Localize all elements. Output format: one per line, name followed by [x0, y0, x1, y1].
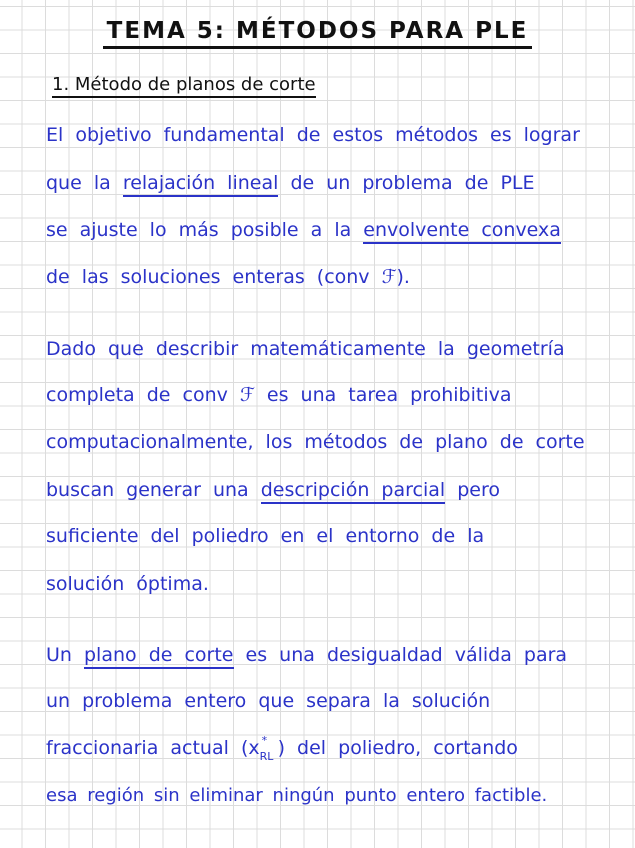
underline-envolvente-convexa: envolvente convexa: [363, 219, 561, 244]
p2-line-5: suficiente del poliedro en el entorno de la: [46, 525, 485, 547]
p1-line-2: que la relajación lineal de un problema de PLE: [46, 172, 606, 194]
underline-plano-de-corte: plano de corte: [84, 644, 234, 669]
p2-line-3: computacionalmente, los métodos de plano de corte: [46, 431, 585, 453]
p3-line-3: fraccionaria actual (x * RL ) del poliedro, cortando: [46, 734, 518, 763]
p2-line-1: Dado que describir matemáticamente la geometría: [46, 338, 565, 360]
p2-line-2: completa de conv ℱ es una tarea prohibitiva: [46, 384, 512, 406]
p1-line-4: de las soluciones enteras (conv ℱ).: [46, 266, 410, 288]
p2-line-4: buscan generar una descripción parcial pero: [46, 479, 606, 501]
x-rl-superscript-subscript: * RL: [259, 734, 274, 763]
p1-line-1: El objetivo fundamental de estos métodos es lograr: [46, 124, 580, 146]
p1-line-3: se ajuste lo más posible a la envolvente convexa: [46, 219, 606, 241]
p3-line-4: esa región sin eliminar ningún punto entero factible.: [46, 785, 548, 806]
underline-relajacion-lineal: relajación lineal: [123, 172, 279, 197]
p3-line-2: un problema entero que separa la solución: [46, 690, 491, 712]
p3-line-1: Un plano de corte es una desigualdad válida para: [46, 644, 606, 666]
p2-line-6: solución óptima.: [46, 573, 209, 595]
section-heading: 1. Método de planos de corte: [52, 74, 316, 95]
page-title: TEMA 5: MÉTODOS PARA PLE: [0, 18, 635, 44]
underline-descripcion-parcial: descripción parcial: [261, 479, 445, 504]
